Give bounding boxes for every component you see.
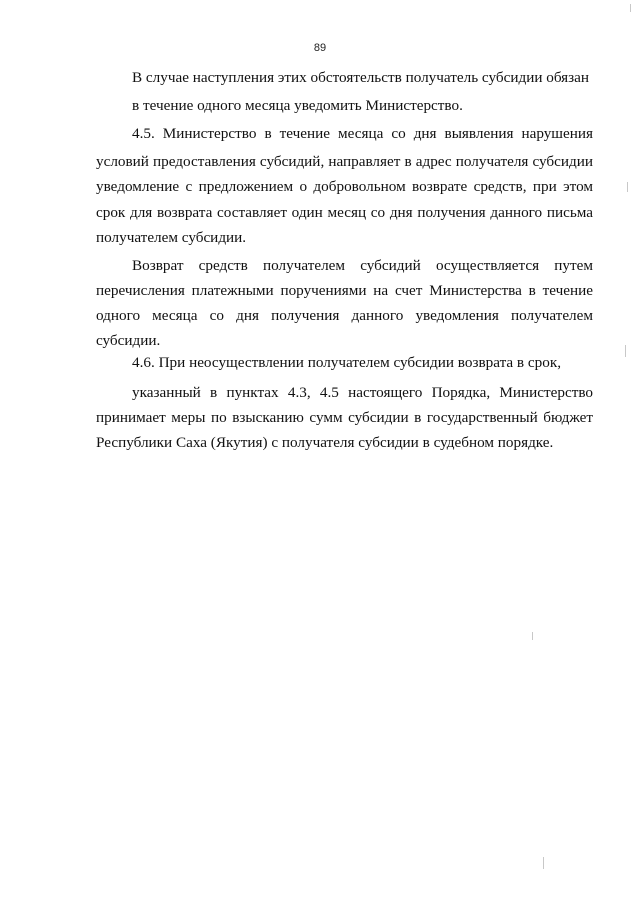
scan-speck — [630, 4, 631, 12]
text-line: принимает меры по взысканию сумм субсидии в государственный бюджет — [96, 409, 593, 426]
text-line: условий предоставления субсидий, направляет в адрес получателя субсидии — [96, 153, 593, 170]
scan-speck — [532, 632, 533, 640]
text-line: получателем субсидии. — [96, 229, 247, 246]
page-number: 89 — [313, 42, 327, 54]
text-line: 4.5. Министерство в течение месяца со дня выявления нарушения — [132, 125, 593, 142]
text-line: субсидии. — [96, 332, 161, 349]
text-line: срок для возврата составляет один месяц со дня получения данного письма — [96, 204, 593, 221]
scan-speck — [627, 182, 628, 192]
text-line: В случае наступления этих обстоятельств получатель субсидии обязан — [132, 69, 590, 86]
text-line: перечисления платежными поручениями на счет Министерства в течение — [96, 282, 593, 299]
scan-speck — [625, 345, 626, 357]
text-line: уведомление с предложением о добровольном возврате средств, при этом — [96, 178, 593, 195]
text-line: Возврат средств получателем субсидий осуществляется путем — [132, 257, 593, 274]
text-line: указанный в пунктах 4.3, 4.5 настоящего Порядка, Министерство — [132, 384, 593, 401]
text-line: Республики Саха (Якутия) с получателя субсидии в судебном порядке. — [96, 434, 554, 451]
scan-speck — [543, 857, 544, 869]
text-line: одного месяца со дня получения данного уведомления получателем — [96, 307, 593, 324]
text-line: 4.6. При неосуществлении получателем субсидии возврата в срок, — [132, 354, 562, 371]
text-line: в течение одного месяца уведомить Министерство. — [132, 97, 463, 114]
